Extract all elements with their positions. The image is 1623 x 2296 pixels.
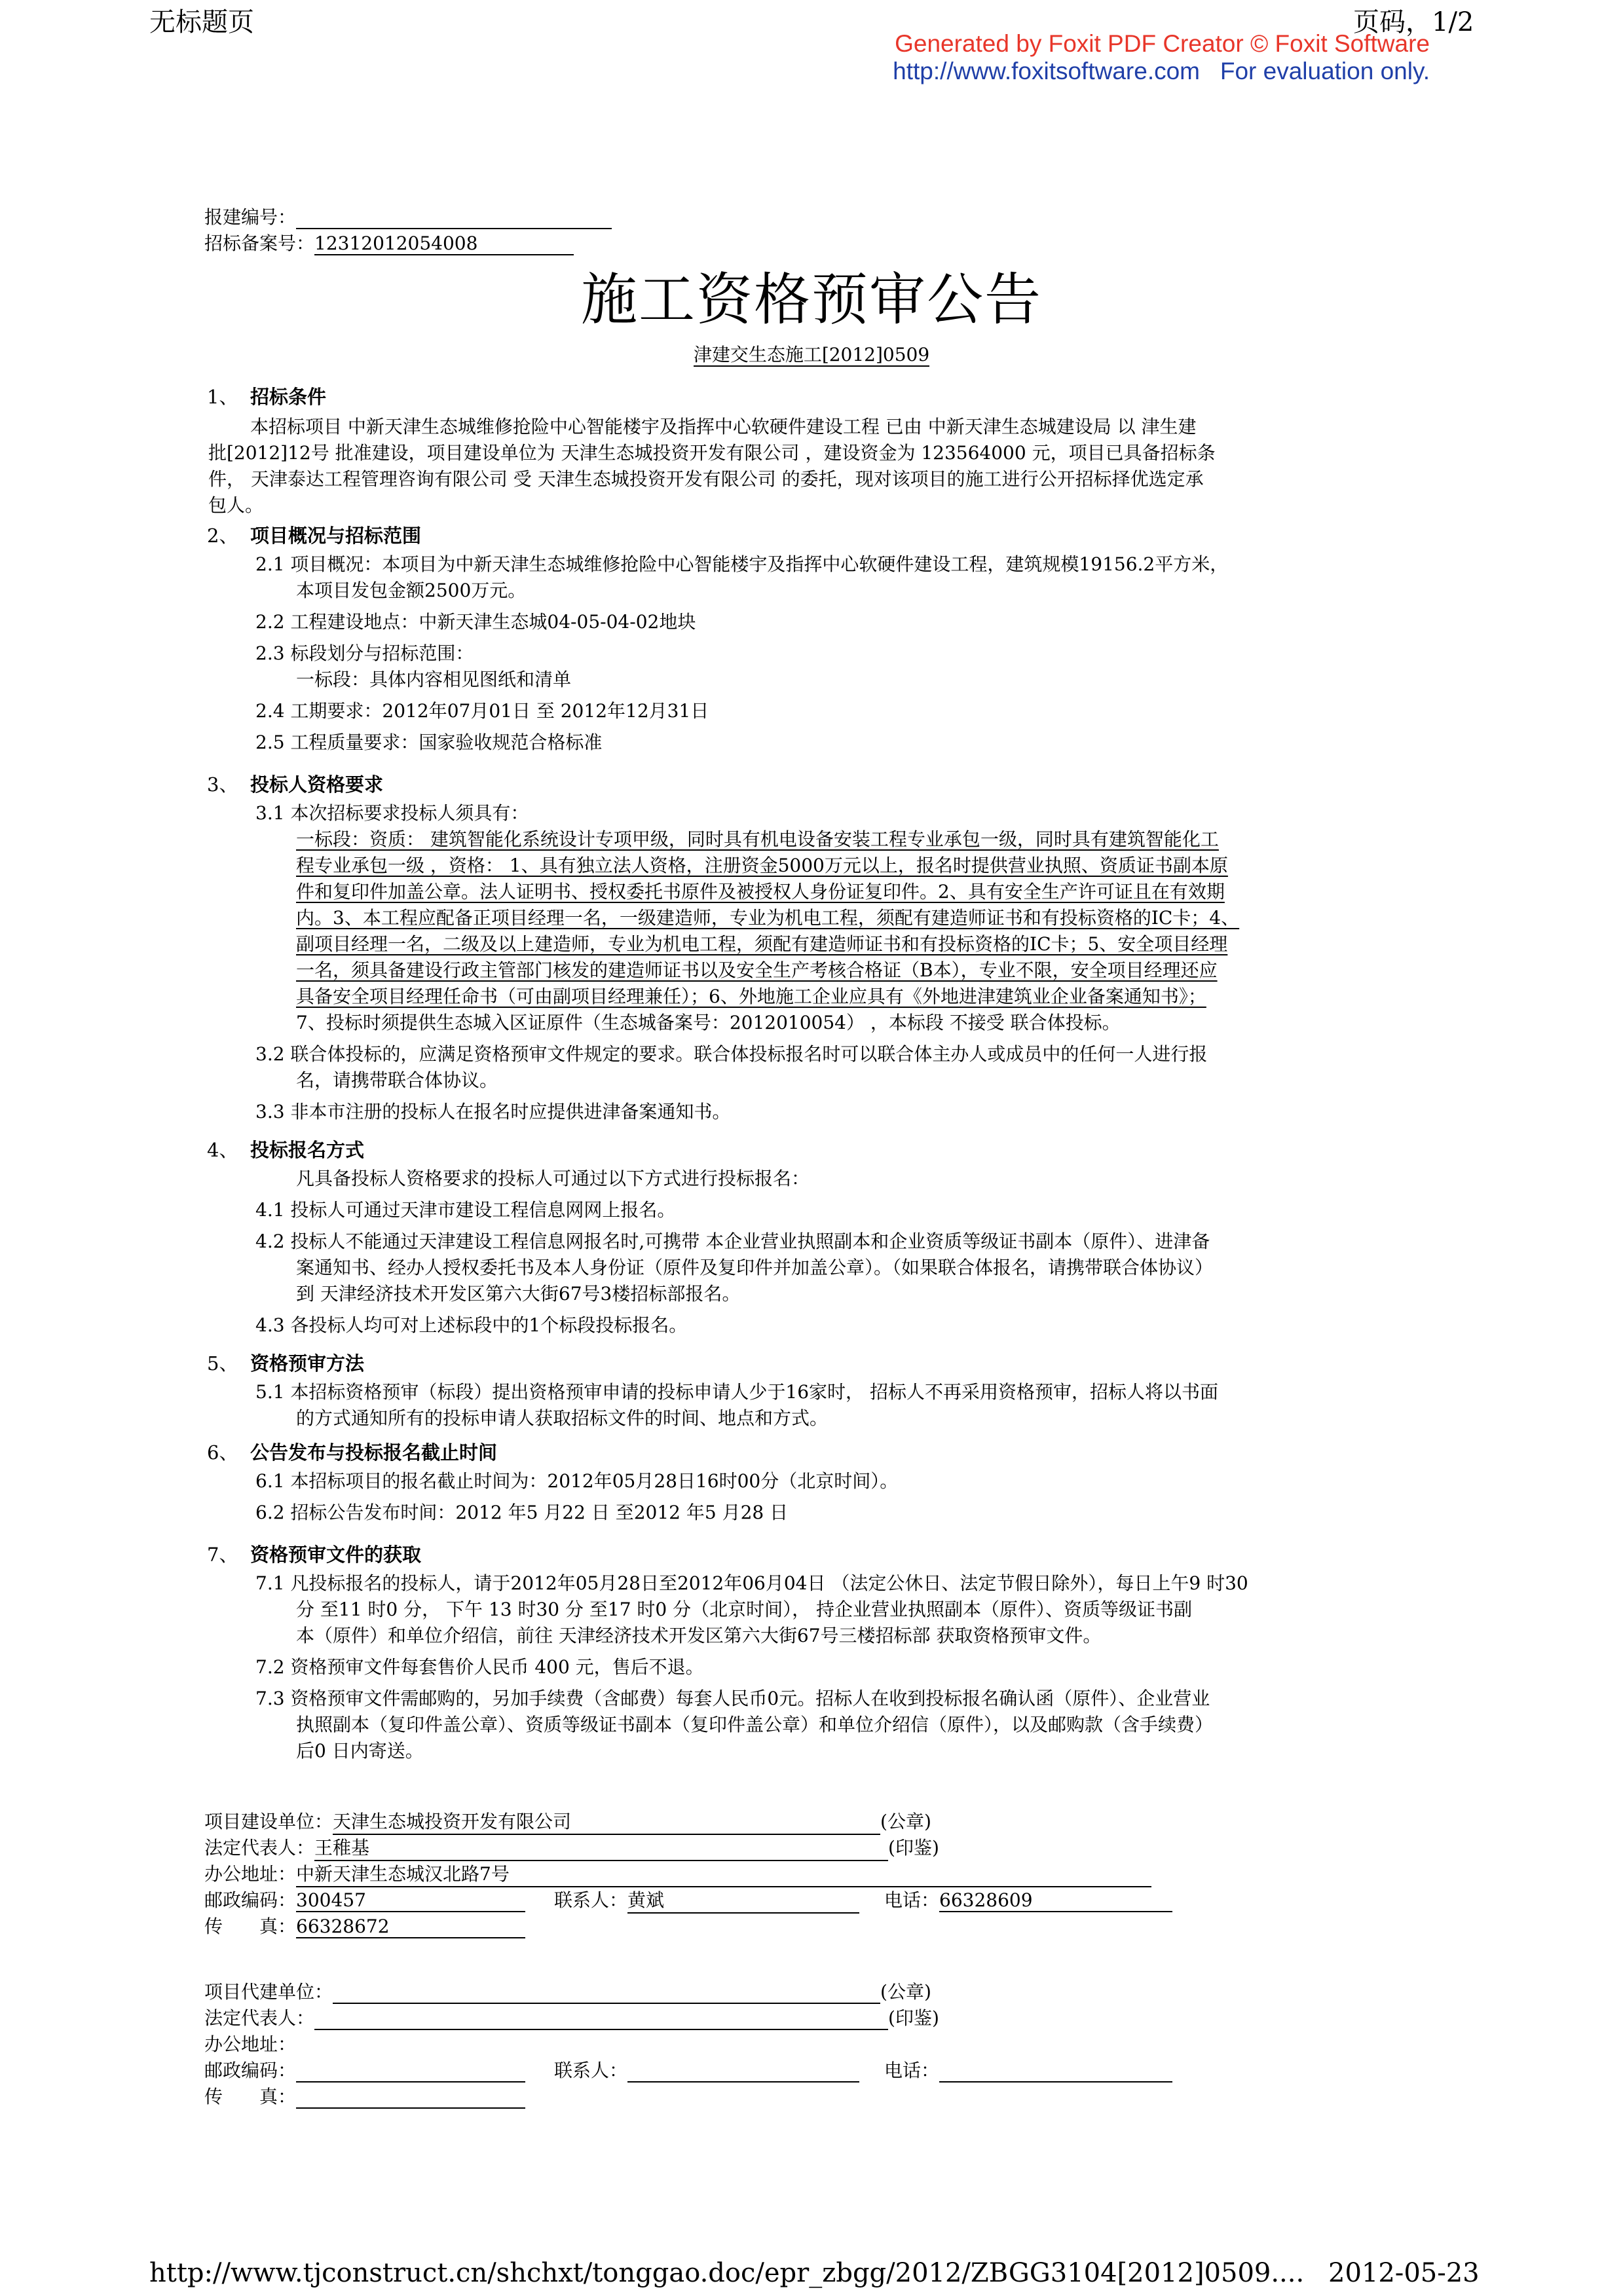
agent-unit-value bbox=[333, 1983, 880, 2004]
agent-unit-label: 项目代建单位： bbox=[204, 1981, 333, 2003]
section-1-line-2: 批[2012]12号 批准建设，项目建设单位为 天津生态城投资开发有限公司 ，建设资金为 123564000 元，项目已具备招标条 bbox=[208, 442, 1216, 464]
agent-contact-value bbox=[627, 2062, 859, 2083]
report-number-label: 报建编号： bbox=[204, 206, 297, 228]
agent-fax-value bbox=[296, 2088, 525, 2109]
section-7-1-line-2: 分 至11 时0 分， 下午 13 时30 分 至17 时0 分（北京时间）， 持企业营业执照副本（原件）、资质等级证书副 bbox=[296, 1599, 1193, 1620]
foxit-url[interactable]: http://www.foxitsoftware.com bbox=[893, 58, 1200, 84]
agent-address-label: 办公地址： bbox=[204, 2033, 297, 2055]
owner-rep-value: 王稚基 bbox=[314, 1834, 888, 1861]
owner-phone-row bbox=[884, 1886, 1172, 1912]
section-4-intro: 凡具备投标人资格要求的投标人可通过以下方式进行投标报名： bbox=[296, 1168, 810, 1189]
agent-unit-row bbox=[204, 1978, 931, 2004]
owner-contact-row bbox=[554, 1886, 859, 1914]
owner-unit-row bbox=[204, 1807, 931, 1835]
section-6-2: 6.2 招标公告发布时间：2012 年5 月22 日 至2012 年5 月28 日 bbox=[255, 1502, 789, 1523]
foxit-watermark-line2 bbox=[893, 58, 1430, 85]
page-title: 施工资格预审公告 bbox=[581, 267, 1042, 333]
owner-phone-value: 66328609 bbox=[939, 1889, 1172, 1912]
record-number-label: 招标备案号： bbox=[204, 232, 315, 254]
agent-phone-label: 电话： bbox=[884, 2060, 940, 2081]
section-5-number: 5、 bbox=[207, 1352, 238, 1375]
agent-rep-label: 法定代表人： bbox=[204, 2007, 315, 2029]
section-6-number: 6、 bbox=[207, 1441, 238, 1464]
agent-post-label: 邮政编码： bbox=[204, 2060, 297, 2081]
section-2-1-line-2: 本项目发包金额2500万元。 bbox=[296, 580, 527, 601]
section-2-4: 2.4 工期要求：2012年07月01日 至 2012年12月31日 bbox=[255, 700, 709, 722]
owner-contact-value: 黄斌 bbox=[627, 1886, 859, 1914]
owner-contact-label: 联系人： bbox=[554, 1889, 628, 1911]
section-3-2-line-2: 名，请携带联合体协议。 bbox=[296, 1069, 498, 1091]
qualification-line-5: 副项目经理一名，二级及以上建造师，专业为机电工程，须配有建造师证书和有投标资格的IC卡；5、安全项目经理 bbox=[296, 933, 1228, 955]
owner-unit-value: 天津生态城投资开发有限公司 bbox=[333, 1807, 880, 1835]
section-4-2-line-3: 到 天津经济技术开发区第六大街67号3楼招标部报名。 bbox=[296, 1283, 741, 1305]
qualification-line-7: 具备安全项目经理任命书（可由副项目经理兼任）；6、外地施工企业应具有《外地进津建筑业企业备案通知书》； bbox=[296, 986, 1206, 1007]
qualification-line-3: 件和复印件加盖公章。法人证明书、授权委托书原件及被授权人身份证复印件。2、具有安全生产许可证且在有效期 bbox=[296, 881, 1225, 902]
owner-post-label: 邮政编码： bbox=[204, 1889, 297, 1911]
section-5-title: 资格预审方法 bbox=[250, 1352, 365, 1375]
section-1-title: 招标条件 bbox=[250, 386, 327, 408]
agent-post-row bbox=[204, 2056, 525, 2083]
agent-stamp-label: (印鉴) bbox=[888, 2007, 939, 2029]
section-4-1: 4.1 投标人可通过天津市建设工程信息网网上报名。 bbox=[255, 1199, 676, 1221]
section-7-1-line-1: 7.1 凡投标报名的投标人，请于2012年05月28日至2012年06月04日 （法定公休日、法定节假日除外），每日上午9 时30 bbox=[255, 1572, 1248, 1594]
owner-post-value: 300457 bbox=[296, 1889, 525, 1912]
section-7-number: 7、 bbox=[207, 1544, 238, 1566]
footer-url[interactable]: http://www.tjconstruct.cn/shchxt/tonggao.doc/epr_zbgg/2012/ZBGG3104[2012]0509.... bbox=[149, 2258, 1305, 2288]
qualification-line-8: 7、投标时须提供生态城入区证原件（生态城备案号：2012010054） ，本标段 不接受 联合体投标。 bbox=[296, 1012, 1121, 1033]
section-7-3-line-2: 执照副本（复印件盖公章）、资质等级证书副本（复印件盖公章）和单位介绍信（原件），以及邮购款（含手续费） bbox=[296, 1714, 1214, 1735]
foxit-note: For evaluation only. bbox=[1220, 58, 1430, 84]
agent-address-row bbox=[204, 2030, 1151, 2056]
owner-phone-label: 电话： bbox=[884, 1889, 940, 1911]
document-number: 津建交生态施工[2012]0509 bbox=[693, 344, 930, 365]
section-3-number: 3、 bbox=[207, 773, 238, 796]
owner-address-row bbox=[204, 1860, 1151, 1887]
section-4-number: 4、 bbox=[207, 1139, 238, 1161]
section-2-number: 2、 bbox=[207, 525, 238, 547]
owner-seal-label: (公章) bbox=[880, 1811, 931, 1832]
section-2-3-detail: 一标段：具体内容相见图纸和清单 bbox=[296, 669, 572, 690]
foxit-watermark-line1: Generated by Foxit PDF Creator © Foxit Software bbox=[895, 30, 1430, 57]
agent-seal-label: (公章) bbox=[880, 1981, 931, 2003]
footer-date: 2012-05-23 bbox=[1328, 2258, 1480, 2288]
section-7-title: 资格预审文件的获取 bbox=[250, 1544, 422, 1566]
qualification-line-1: 一标段：资质： 建筑智能化系统设计专项甲级，同时具有机电设备安装工程专业承包一级，同时具有建筑智能化工 bbox=[296, 828, 1219, 850]
owner-fax-row bbox=[204, 1912, 525, 1938]
record-number-row bbox=[204, 229, 574, 255]
section-3-2-line-1: 3.2 联合体投标的，应满足资格预审文件规定的要求。联合体投标报名时可以联合体主办人或成员中的任何一人进行报 bbox=[255, 1043, 1208, 1065]
section-3-title: 投标人资格要求 bbox=[250, 773, 384, 796]
section-2-3: 2.3 标段划分与招标范围： bbox=[255, 642, 474, 664]
owner-rep-label: 法定代表人： bbox=[204, 1837, 315, 1859]
section-7-2: 7.2 资格预审文件每套售价人民币 400 元，售后不退。 bbox=[255, 1656, 704, 1678]
agent-phone-row bbox=[884, 2056, 1172, 2083]
qualification-line-6: 一名，须具备建设行政主管部门核发的建造师证书以及安全生产考核合格证（B本），专业不限，安全项目经理还应 bbox=[296, 959, 1218, 981]
report-number-row bbox=[204, 203, 612, 229]
section-5-1-line-2: 的方式通知所有的投标申请人获取招标文件的时间、地点和方式。 bbox=[296, 1407, 829, 1429]
section-7-3-line-3: 后0 日内寄送。 bbox=[296, 1740, 424, 1762]
agent-fax-label: 传 真： bbox=[204, 2086, 297, 2107]
section-2-title: 项目概况与招标范围 bbox=[250, 525, 422, 547]
agent-rep-row bbox=[204, 2004, 939, 2030]
section-4-2-line-2: 案通知书、经办人授权委托书及本人身份证（原件及复印件并加盖公章）。（如果联合体报名，请携带联合体协议） bbox=[296, 1257, 1214, 1278]
section-5-1-line-1: 5.1 本招标资格预审（标段）提出资格预审申请的投标申请人少于16家时， 招标人不再采用资格预审，招标人将以书面 bbox=[255, 1381, 1218, 1403]
owner-stamp-label: (印鉴) bbox=[888, 1837, 939, 1859]
agent-contact-row bbox=[554, 2056, 859, 2083]
owner-unit-label: 项目建设单位： bbox=[204, 1811, 333, 1832]
owner-address-value: 中新天津生态城汉北路7号 bbox=[296, 1860, 1151, 1887]
qualification-line-4: 内。3、本工程应配备正项目经理一名，一级建造师，专业为机电工程，须配有建造师证书和有投标资格的IC卡；4、 bbox=[296, 907, 1240, 929]
section-6-title: 公告发布与投标报名截止时间 bbox=[250, 1441, 498, 1464]
agent-phone-value bbox=[939, 2062, 1172, 2083]
agent-rep-value bbox=[314, 2009, 888, 2030]
section-1-line-3: 件， 天津泰达工程管理咨询有限公司 受 天津生态城投资开发有限公司 的委托，现对该项目的施工进行公开招标择优选定承 bbox=[208, 468, 1204, 490]
agent-fax-row bbox=[204, 2083, 525, 2109]
section-7-1-line-3: 本（原件）和单位介绍信，前往 天津经济技术开发区第六大街67号三楼招标部 获取资格预审文件。 bbox=[296, 1625, 1102, 1646]
owner-address-label: 办公地址： bbox=[204, 1863, 297, 1885]
section-7-3-line-1: 7.3 资格预审文件需邮购的，另加手续费（含邮费）每套人民币0元。招标人在收到投标报名确认函（原件）、企业营业 bbox=[255, 1688, 1210, 1709]
page-header-title: 无标题页 bbox=[149, 7, 254, 37]
section-2-1-line-1: 2.1 项目概况：本项目为中新天津生态城维修抢险中心智能楼宇及指挥中心软硬件建设工程，建筑规模19156.2平方米， bbox=[255, 553, 1229, 575]
section-3-3: 3.3 非本市注册的投标人在报名时应提供进津备案通知书。 bbox=[255, 1101, 731, 1122]
owner-fax-label: 传 真： bbox=[204, 1916, 297, 1937]
report-number-value bbox=[296, 208, 612, 229]
agent-post-value bbox=[296, 2062, 525, 2083]
section-4-3: 4.3 各投标人均可对上述标段中的1个标段投标报名。 bbox=[255, 1314, 688, 1336]
section-2-5: 2.5 工程质量要求：国家验收规范合格标准 bbox=[255, 731, 603, 753]
page-number: 页码，1/2 bbox=[1353, 7, 1474, 37]
section-2-2: 2.2 工程建设地点：中新天津生态城04-05-04-02地块 bbox=[255, 611, 696, 633]
qualification-line-2: 程专业承包一级 ，资格： 1、具有独立法人资格，注册资金5000万元以上，报名时提供营业执照、资质证书副本原 bbox=[296, 855, 1228, 876]
section-1-line-1: 本招标项目 中新天津生态城维修抢险中心智能楼宇及指挥中心软硬件建设工程 已由 中新天津生态城建设局 以 津生建 bbox=[250, 416, 1197, 437]
section-1-number: 1、 bbox=[207, 386, 238, 408]
section-1-line-4: 包人。 bbox=[208, 494, 264, 516]
agent-contact-label: 联系人： bbox=[554, 2060, 628, 2081]
owner-post-row bbox=[204, 1886, 525, 1912]
record-number-value: 12312012054008 bbox=[314, 232, 574, 255]
owner-rep-row bbox=[204, 1834, 939, 1861]
agent-address-value bbox=[296, 2037, 1151, 2056]
section-4-2-line-1: 4.2 投标人不能通过天津建设工程信息网报名时,可携带 本企业营业执照副本和企业资质等级证书副本（原件）、进津备 bbox=[255, 1231, 1210, 1252]
section-4-title: 投标报名方式 bbox=[250, 1139, 365, 1161]
owner-fax-value: 66328672 bbox=[296, 1916, 525, 1938]
section-3-1: 3.1 本次招标要求投标人须具有： bbox=[255, 802, 529, 824]
section-6-1: 6.1 本招标项目的报名截止时间为：2012年05月28日16时00分（北京时间）。 bbox=[255, 1470, 899, 1492]
